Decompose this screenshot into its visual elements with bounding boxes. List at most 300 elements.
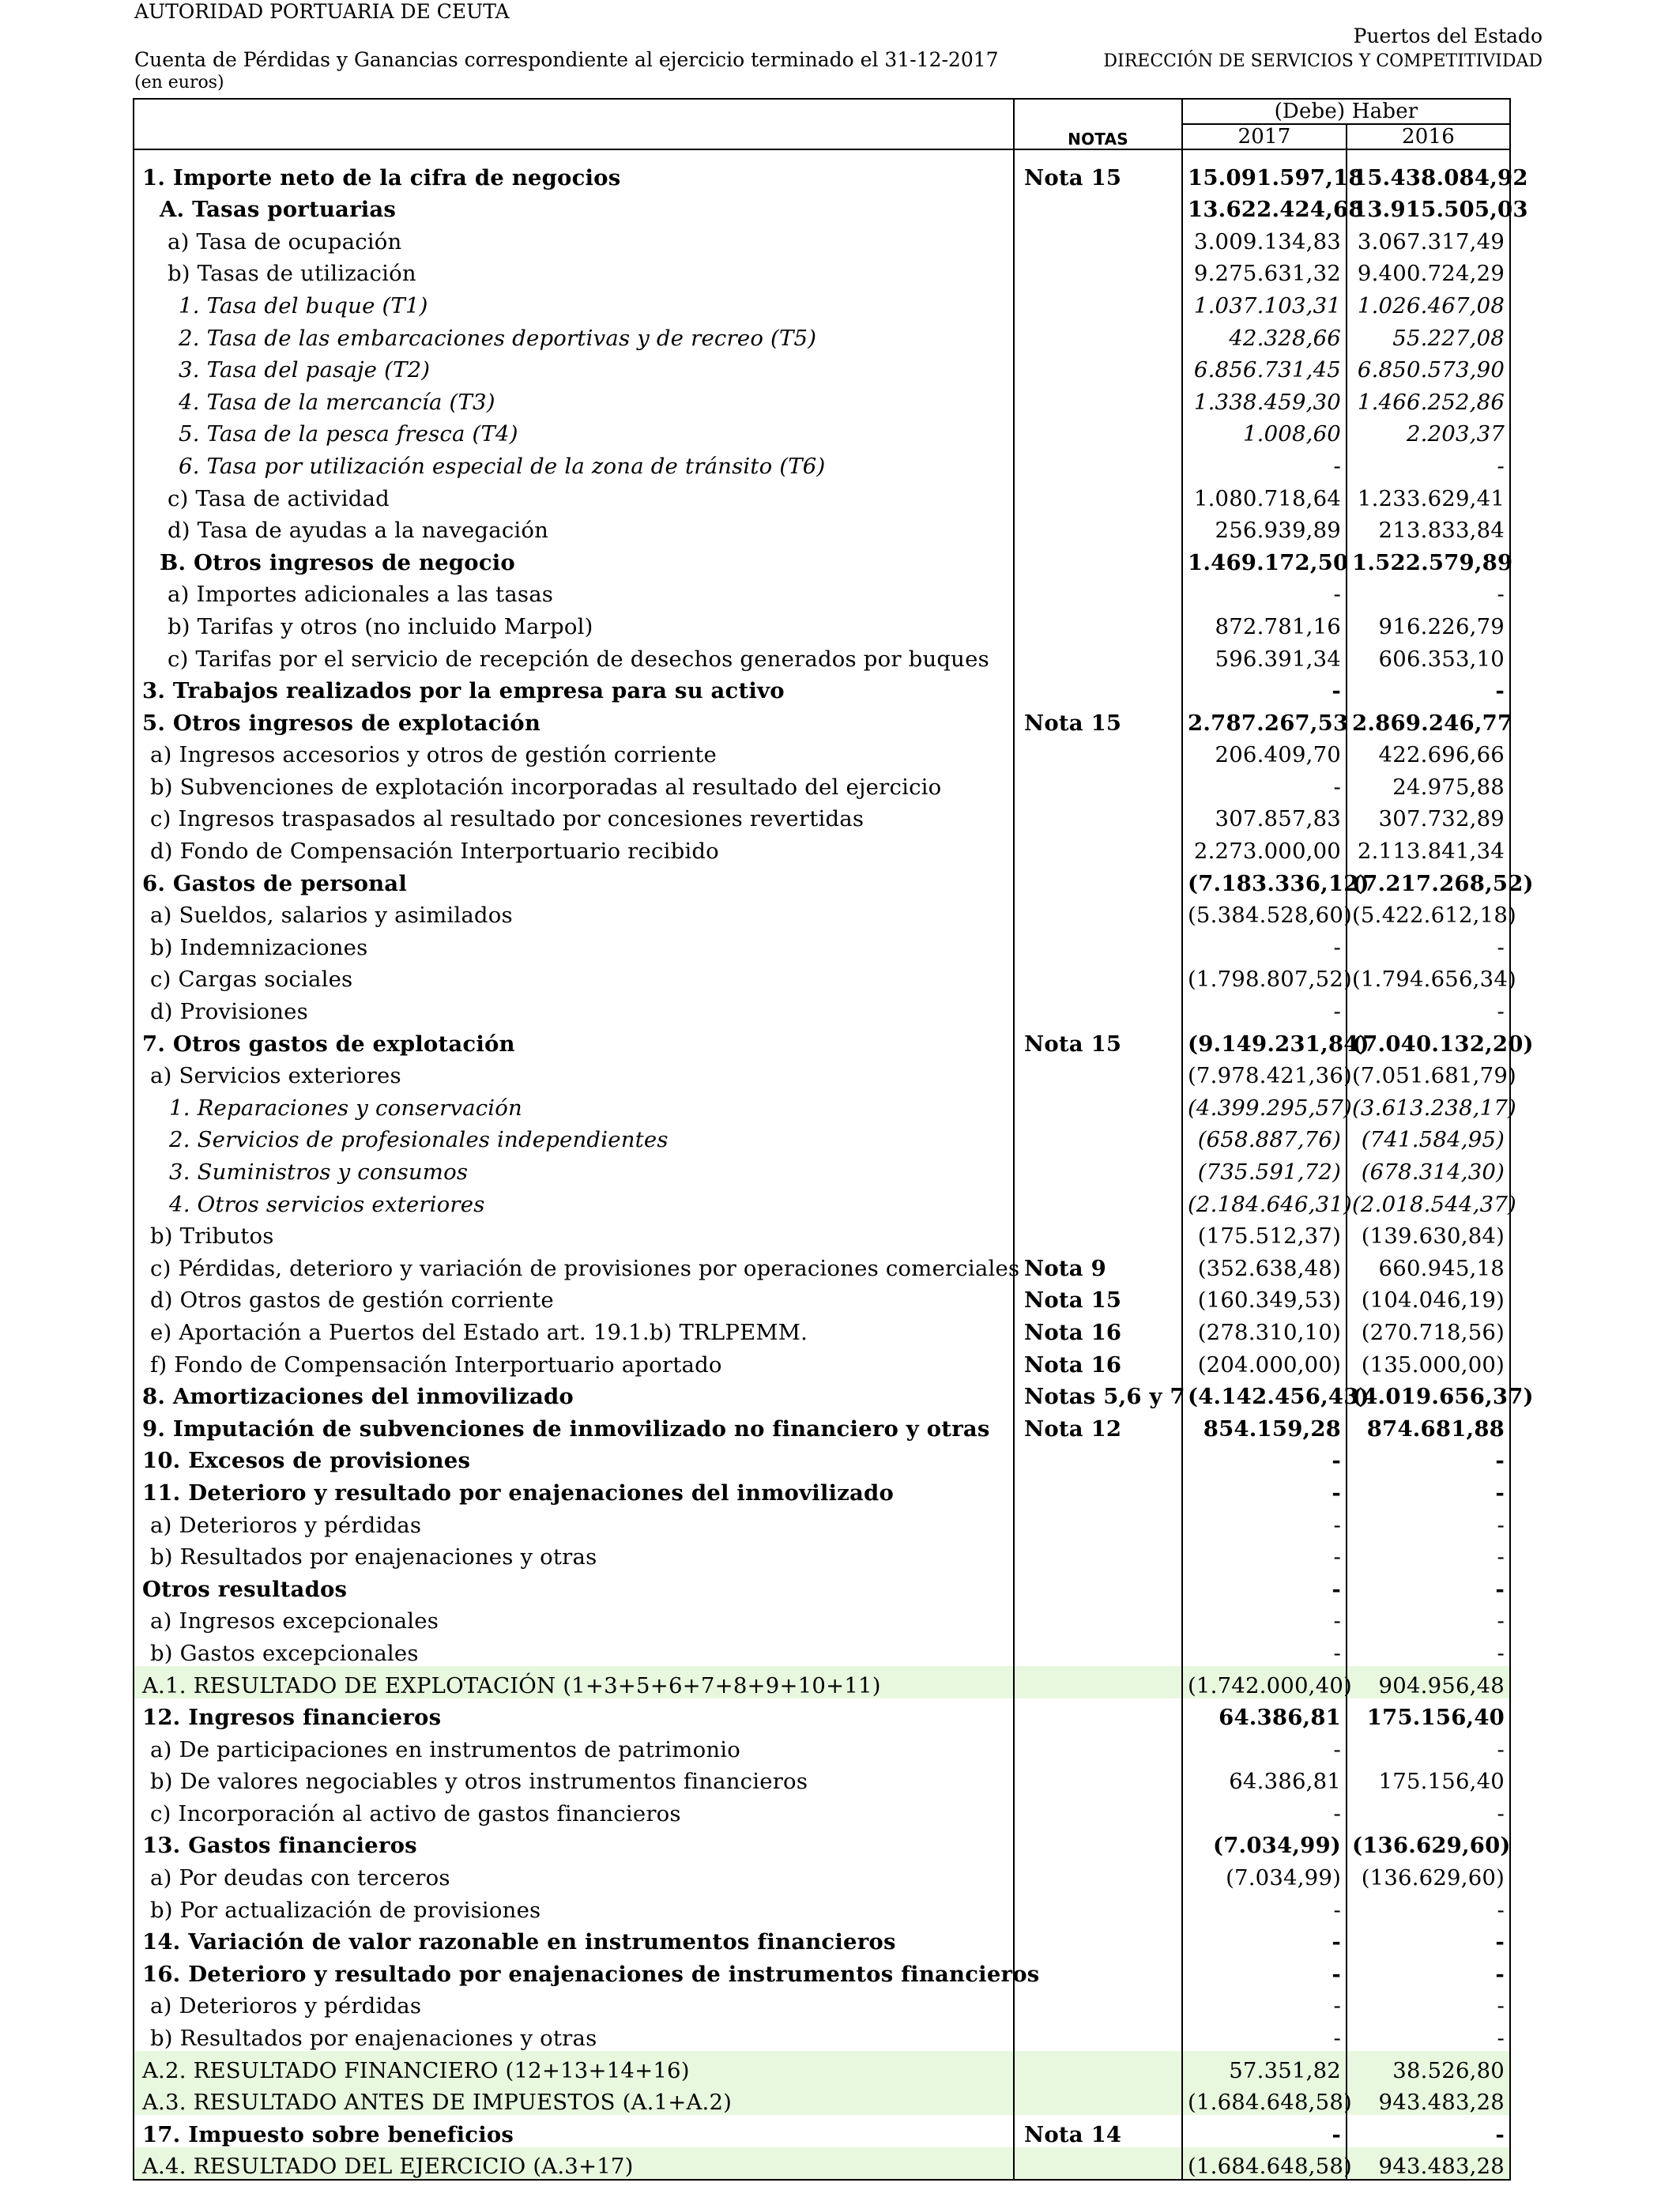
row-label: a) Sueldos, salarios y asimilados — [134, 896, 1014, 929]
row-label: 3. Tasa del pasaje (T2) — [134, 351, 1014, 383]
row-label: A.1. RESULTADO DE EXPLOTACIÓN (1+3+5+6+7+8+9+10+11) — [134, 1666, 1014, 1698]
row-nota — [1014, 1730, 1182, 1762]
row-label: b) Indemnizaciones — [134, 928, 1014, 960]
value-2017: 1.338.459,30 — [1182, 383, 1347, 415]
table-row — [134, 960, 1510, 993]
table-row — [134, 1987, 1510, 2019]
value-2017: - — [1182, 767, 1347, 800]
value-2016: - — [1347, 447, 1510, 479]
row-nota: Nota 12 — [1014, 1409, 1182, 1442]
row-label: 5. Tasa de la pesca fresca (T4) — [134, 415, 1014, 447]
row-nota — [1014, 1152, 1182, 1185]
table-row — [134, 383, 1510, 415]
value-2016: 175.156,40 — [1347, 1762, 1510, 1795]
row-label: 12. Ingresos financieros — [134, 1698, 1014, 1731]
table-row — [134, 1088, 1510, 1121]
row-label: d) Fondo de Compensación Interportuario recibido — [134, 831, 1014, 864]
value-2016: (104.046,19) — [1347, 1281, 1510, 1314]
value-2017: - — [1182, 1923, 1347, 1955]
result-row — [134, 2147, 1510, 2181]
value-2017: 256.939,89 — [1182, 511, 1347, 544]
value-2016: (136.629,60) — [1347, 1858, 1510, 1891]
row-label: b) Tasas de utilización — [134, 254, 1014, 287]
value-2017: (160.349,53) — [1182, 1281, 1347, 1314]
row-nota — [1014, 415, 1182, 447]
row-nota — [1014, 1217, 1182, 1250]
table-row — [134, 1121, 1510, 1153]
value-2016: (135.000,00) — [1347, 1345, 1510, 1378]
value-2017: (2.184.646,31) — [1182, 1185, 1347, 1217]
row-label: 1. Tasa del buque (T1) — [134, 286, 1014, 319]
statement-title: Cuenta de Pérdidas y Ganancias correspondiente al ejercicio terminado el 31-12-2017 — [134, 48, 999, 71]
row-label: d) Tasa de ayudas a la navegación — [134, 511, 1014, 544]
value-2017: 13.622.424,68 — [1182, 190, 1347, 223]
value-2017: 57.351,82 — [1182, 2051, 1347, 2083]
row-nota — [1014, 383, 1182, 415]
value-2016: (3.613.238,17) — [1347, 1088, 1510, 1121]
table-row — [134, 1185, 1510, 1217]
table-row — [134, 639, 1510, 672]
row-label: d) Provisiones — [134, 992, 1014, 1024]
table-row — [134, 2019, 1510, 2051]
row-label: 4. Otros servicios exteriores — [134, 1185, 1014, 1217]
value-2017: - — [1182, 1987, 1347, 2019]
value-2016: 307.732,89 — [1347, 800, 1510, 832]
row-label: f) Fondo de Compensación Interportuario aportado — [134, 1345, 1014, 1378]
header-blank-cell — [1182, 149, 1347, 158]
value-2017: - — [1182, 1442, 1347, 1474]
row-label: A.3. RESULTADO ANTES DE IMPUESTOS (A.1+A.2) — [134, 2083, 1014, 2116]
row-nota: Nota 15 — [1014, 1024, 1182, 1057]
value-2016: 6.850.573,90 — [1347, 351, 1510, 383]
row-nota — [1014, 1698, 1182, 1731]
table-row — [134, 1538, 1510, 1570]
table-row — [134, 992, 1510, 1024]
row-nota — [1014, 447, 1182, 479]
row-label: 14. Variación de valor razonable en instrumentos financieros — [134, 1923, 1014, 1955]
table-row — [134, 1955, 1510, 1987]
row-nota — [1014, 1891, 1182, 1923]
value-2017: 64.386,81 — [1182, 1698, 1347, 1731]
value-2016: 943.483,28 — [1347, 2147, 1510, 2181]
value-2017: 307.857,83 — [1182, 800, 1347, 832]
table-row — [134, 351, 1510, 383]
value-2016: - — [1347, 2019, 1510, 2051]
row-nota — [1014, 1057, 1182, 1089]
table-row — [134, 319, 1510, 351]
debe-haber-header: (Debe) Haber — [1182, 99, 1510, 124]
value-2017: (735.591,72) — [1182, 1152, 1347, 1185]
value-2017: 6.856.731,45 — [1182, 351, 1347, 383]
row-nota — [1014, 1666, 1182, 1698]
row-label: e) Aportación a Puertos del Estado art. 19.1.b) TRLPEMM. — [134, 1313, 1014, 1345]
table-row — [134, 1891, 1510, 1923]
table-row — [134, 1024, 1510, 1057]
year-current-header: 2017 — [1182, 124, 1347, 149]
row-label: 8. Amortizaciones del inmovilizado — [134, 1378, 1014, 1410]
table-row — [134, 190, 1510, 223]
row-nota — [1014, 254, 1182, 287]
table-row — [134, 1057, 1510, 1089]
row-nota — [1014, 1602, 1182, 1634]
table-row — [134, 1409, 1510, 1442]
statement-rows — [134, 158, 1534, 2180]
header-blank-cell — [1014, 149, 1182, 158]
table-row — [134, 575, 1510, 608]
row-label: A.4. RESULTADO DEL EJERCICIO (A.3+17) — [134, 2147, 1014, 2181]
value-2017: 1.008,60 — [1182, 415, 1347, 447]
units-note: (en euros) — [134, 73, 224, 92]
row-nota — [1014, 1762, 1182, 1795]
row-nota — [1014, 1442, 1182, 1474]
value-2016: 916.226,79 — [1347, 607, 1510, 639]
row-label: 17. Impuesto sobre beneficios — [134, 2115, 1014, 2147]
row-nota — [1014, 1858, 1182, 1891]
table-row — [134, 928, 1510, 960]
row-nota — [1014, 351, 1182, 383]
value-2016: 38.526,80 — [1347, 2051, 1510, 2083]
value-2016: - — [1347, 672, 1510, 704]
value-2016: - — [1347, 1442, 1510, 1474]
value-2017: 15.091.597,18 — [1182, 158, 1347, 190]
value-2017: (1.684.648,58) — [1182, 2083, 1347, 2116]
row-nota: Nota 9 — [1014, 1249, 1182, 1281]
value-2017: - — [1182, 575, 1347, 608]
row-label: 6. Gastos de personal — [134, 864, 1014, 896]
value-2016: 943.483,28 — [1347, 2083, 1510, 2116]
table-row — [134, 1762, 1510, 1795]
value-2016: - — [1347, 1923, 1510, 1955]
table-row — [134, 479, 1510, 511]
value-2017: (175.512,37) — [1182, 1217, 1347, 1250]
table-row — [134, 1506, 1510, 1538]
table-row — [134, 896, 1510, 929]
value-2016: 15.438.084,92 — [1347, 158, 1510, 190]
value-2016: 1.026.467,08 — [1347, 286, 1510, 319]
row-label: c) Pérdidas, deterioro y variación de provisiones por operaciones comerciales — [134, 1249, 1014, 1281]
value-2017: - — [1182, 447, 1347, 479]
table-row — [134, 1345, 1510, 1378]
table-row — [134, 1730, 1510, 1762]
value-2016: (7.217.268,52) — [1347, 864, 1510, 896]
row-label: 7. Otros gastos de explotación — [134, 1024, 1014, 1057]
table-row — [134, 415, 1510, 447]
row-nota — [1014, 1987, 1182, 2019]
value-2016: (4.019.656,37) — [1347, 1378, 1510, 1410]
table-row — [134, 543, 1510, 575]
organization-name: Puertos del Estado — [1353, 25, 1543, 47]
value-2016: - — [1347, 1570, 1510, 1602]
value-2017: (4.142.456,43) — [1182, 1378, 1347, 1410]
row-nota — [1014, 672, 1182, 704]
row-label: 4. Tasa de la mercancía (T3) — [134, 383, 1014, 415]
value-2016: - — [1347, 1506, 1510, 1538]
row-label: b) Tarifas y otros (no incluido Marpol) — [134, 607, 1014, 639]
value-2016: 660.945,18 — [1347, 1249, 1510, 1281]
value-2016: 3.067.317,49 — [1347, 222, 1510, 254]
value-2016: (139.630,84) — [1347, 1217, 1510, 1250]
value-2016: - — [1347, 928, 1510, 960]
row-nota — [1014, 736, 1182, 768]
value-2016: - — [1347, 1730, 1510, 1762]
table-row — [134, 800, 1510, 832]
value-2017: - — [1182, 1634, 1347, 1666]
value-2017: (1.798.807,52) — [1182, 960, 1347, 993]
table-row — [134, 1602, 1510, 1634]
value-2017: (7.034,99) — [1182, 1858, 1347, 1891]
value-2016: 9.400.724,29 — [1347, 254, 1510, 287]
row-label: c) Tasa de actividad — [134, 479, 1014, 511]
value-2017: 1.080.718,64 — [1182, 479, 1347, 511]
row-label: b) Por actualización de provisiones — [134, 1891, 1014, 1923]
row-nota — [1014, 190, 1182, 223]
row-nota: Notas 5,6 y 7 — [1014, 1378, 1182, 1410]
value-2017: 3.009.134,83 — [1182, 222, 1347, 254]
row-label: a) Tasa de ocupación — [134, 222, 1014, 254]
entity-name: AUTORIDAD PORTUARIA DE CEUTA — [134, 0, 510, 23]
value-2016: - — [1347, 992, 1510, 1024]
row-nota — [1014, 1506, 1182, 1538]
value-2016: - — [1347, 1602, 1510, 1634]
value-2016: 606.353,10 — [1347, 639, 1510, 672]
value-2017: (278.310,10) — [1182, 1313, 1347, 1345]
row-nota — [1014, 928, 1182, 960]
table-row — [134, 607, 1510, 639]
row-nota — [1014, 767, 1182, 800]
row-nota — [1014, 864, 1182, 896]
value-2016: (678.314,30) — [1347, 1152, 1510, 1185]
value-2017: (204.000,00) — [1182, 1345, 1347, 1378]
row-label: c) Tarifas por el servicio de recepción de desechos generados por buques — [134, 639, 1014, 672]
value-2016: 2.203,37 — [1347, 415, 1510, 447]
row-nota — [1014, 511, 1182, 544]
row-label: b) Tributos — [134, 1217, 1014, 1250]
table-row — [134, 511, 1510, 544]
row-label: 16. Deterioro y resultado por enajenaciones de instrumentos financieros — [134, 1955, 1014, 1987]
row-nota — [1014, 1121, 1182, 1153]
row-nota — [1014, 543, 1182, 575]
income-statement-table — [133, 98, 1534, 2181]
value-2017: 872.781,16 — [1182, 607, 1347, 639]
row-nota — [1014, 896, 1182, 929]
value-2017: (7.978.421,36) — [1182, 1057, 1347, 1089]
value-2016: 55.227,08 — [1347, 319, 1510, 351]
value-2017: 854.159,28 — [1182, 1409, 1347, 1442]
table-row — [134, 2115, 1510, 2147]
table-row — [134, 286, 1510, 319]
value-2017: - — [1182, 672, 1347, 704]
value-2017: - — [1182, 2019, 1347, 2051]
value-2016: 24.975,88 — [1347, 767, 1510, 800]
value-2016: - — [1347, 1955, 1510, 1987]
row-label: 13. Gastos financieros — [134, 1826, 1014, 1859]
table-row — [134, 254, 1510, 287]
value-2017: - — [1182, 992, 1347, 1024]
notes-column-header: NOTAS — [1014, 99, 1182, 149]
result-row — [134, 1666, 1510, 1698]
value-2016: 1.522.579,89 — [1347, 543, 1510, 575]
value-2017: 206.409,70 — [1182, 736, 1347, 768]
row-nota: Nota 16 — [1014, 1313, 1182, 1345]
value-2017: 1.037.103,31 — [1182, 286, 1347, 319]
table-row — [134, 864, 1510, 896]
header-blank-cell — [134, 149, 1014, 158]
table-row — [134, 1794, 1510, 1826]
row-nota — [1014, 1088, 1182, 1121]
row-label: A.2. RESULTADO FINANCIERO (12+13+14+16) — [134, 2051, 1014, 2083]
row-label: a) Servicios exteriores — [134, 1057, 1014, 1089]
row-nota — [1014, 286, 1182, 319]
row-nota — [1014, 2083, 1182, 2116]
value-2017: (5.384.528,60) — [1182, 896, 1347, 929]
value-2016: 2.113.841,34 — [1347, 831, 1510, 864]
year-previous-header: 2016 — [1347, 124, 1510, 149]
value-2017: (1.742.000,40) — [1182, 1666, 1347, 1698]
row-label: 3. Suministros y consumos — [134, 1152, 1014, 1185]
table-row — [134, 672, 1510, 704]
value-2016: - — [1347, 575, 1510, 608]
value-2017: - — [1182, 1506, 1347, 1538]
table-row — [134, 736, 1510, 768]
row-label: a) De participaciones en instrumentos de patrimonio — [134, 1730, 1014, 1762]
table-row — [134, 831, 1510, 864]
value-2016: (7.040.132,20) — [1347, 1024, 1510, 1057]
row-nota — [1014, 1794, 1182, 1826]
value-2017: - — [1182, 1602, 1347, 1634]
row-label: c) Ingresos traspasados al resultado por concesiones revertidas — [134, 800, 1014, 832]
row-label: c) Cargas sociales — [134, 960, 1014, 993]
row-nota: Nota 14 — [1014, 2115, 1182, 2147]
row-label: a) Importes adicionales a las tasas — [134, 575, 1014, 608]
row-label: 11. Deterioro y resultado por enajenaciones del inmovilizado — [134, 1473, 1014, 1506]
row-label: c) Incorporación al activo de gastos financieros — [134, 1794, 1014, 1826]
table-row — [134, 1473, 1510, 1506]
table-row — [134, 1281, 1510, 1314]
row-label: b) Resultados por enajenaciones y otras — [134, 2019, 1014, 2051]
row-label: 2. Tasa de las embarcaciones deportivas y de recreo (T5) — [134, 319, 1014, 351]
table-row — [134, 1249, 1510, 1281]
value-2017: - — [1182, 928, 1347, 960]
value-2016: 2.869.246,77 — [1347, 703, 1510, 736]
value-2016: (7.051.681,79) — [1347, 1057, 1510, 1089]
row-nota — [1014, 575, 1182, 608]
table-row — [134, 1313, 1510, 1345]
row-label: b) Gastos excepcionales — [134, 1634, 1014, 1666]
row-nota: Nota 15 — [1014, 703, 1182, 736]
row-nota — [1014, 2019, 1182, 2051]
header-blank-cell — [134, 124, 1014, 149]
table-row — [134, 1442, 1510, 1474]
value-2016: 874.681,88 — [1347, 1409, 1510, 1442]
value-2017: 64.386,81 — [1182, 1762, 1347, 1795]
row-label: 3. Trabajos realizados por la empresa para su activo — [134, 672, 1014, 704]
value-2017: 1.469.172,50 — [1182, 543, 1347, 575]
row-label: 1. Reparaciones y conservación — [134, 1088, 1014, 1121]
result-row — [134, 2051, 1510, 2083]
row-nota — [1014, 1473, 1182, 1506]
table-row — [134, 767, 1510, 800]
table-row — [134, 1570, 1510, 1602]
row-nota: Nota 15 — [1014, 158, 1182, 190]
value-2016: (741.584,95) — [1347, 1121, 1510, 1153]
row-nota — [1014, 1634, 1182, 1666]
table-row — [134, 447, 1510, 479]
table-row — [134, 1826, 1510, 1859]
value-2016: - — [1347, 1634, 1510, 1666]
value-2017: (1.684.648,58) — [1182, 2147, 1347, 2181]
row-nota: Nota 15 — [1014, 1281, 1182, 1314]
value-2017: (7.183.336,12) — [1182, 864, 1347, 896]
header-blank-cell — [1347, 149, 1510, 158]
row-label: Otros resultados — [134, 1570, 1014, 1602]
table-row — [134, 1698, 1510, 1731]
row-nota — [1014, 2147, 1182, 2181]
value-2016: - — [1347, 1538, 1510, 1570]
row-nota — [1014, 800, 1182, 832]
row-label: a) Ingresos excepcionales — [134, 1602, 1014, 1634]
row-label: 1. Importe neto de la cifra de negocios — [134, 158, 1014, 190]
header-blank-cell — [134, 99, 1014, 124]
row-label: a) Deterioros y pérdidas — [134, 1506, 1014, 1538]
row-nota — [1014, 1185, 1182, 1217]
value-2017: (658.887,76) — [1182, 1121, 1347, 1153]
row-label: b) Resultados por enajenaciones y otras — [134, 1538, 1014, 1570]
value-2017: 2.787.267,53 — [1182, 703, 1347, 736]
table-row — [134, 1378, 1510, 1410]
value-2017: - — [1182, 1538, 1347, 1570]
row-nota — [1014, 992, 1182, 1024]
value-2016: 213.833,84 — [1347, 511, 1510, 544]
row-label: 9. Imputación de subvenciones de inmovilizado no financiero y otras — [134, 1409, 1014, 1442]
row-nota — [1014, 607, 1182, 639]
table-row — [134, 1923, 1510, 1955]
row-nota — [1014, 2051, 1182, 2083]
value-2016: (2.018.544,37) — [1347, 1185, 1510, 1217]
value-2017: - — [1182, 1794, 1347, 1826]
row-nota — [1014, 222, 1182, 254]
table-row — [134, 703, 1510, 736]
value-2017: 2.273.000,00 — [1182, 831, 1347, 864]
table-row — [134, 158, 1510, 190]
row-nota — [1014, 1826, 1182, 1859]
row-label: a) Por deudas con terceros — [134, 1858, 1014, 1891]
row-label: A. Tasas portuarias — [134, 190, 1014, 223]
value-2016: 1.466.252,86 — [1347, 383, 1510, 415]
table-row — [134, 1858, 1510, 1891]
value-2017: - — [1182, 1570, 1347, 1602]
value-2016: (1.794.656,34) — [1347, 960, 1510, 993]
row-label: B. Otros ingresos de negocio — [134, 543, 1014, 575]
value-2017: (352.638,48) — [1182, 1249, 1347, 1281]
value-2017: 42.328,66 — [1182, 319, 1347, 351]
row-nota — [1014, 639, 1182, 672]
value-2017: - — [1182, 1891, 1347, 1923]
table-row — [134, 1634, 1510, 1666]
row-label: 2. Servicios de profesionales independientes — [134, 1121, 1014, 1153]
value-2016: 175.156,40 — [1347, 1698, 1510, 1731]
value-2016: 422.696,66 — [1347, 736, 1510, 768]
row-label: 6. Tasa por utilización especial de la zona de tránsito (T6) — [134, 447, 1014, 479]
row-label: b) Subvenciones de explotación incorporadas al resultado del ejercicio — [134, 767, 1014, 800]
row-nota — [1014, 479, 1182, 511]
table-row — [134, 1152, 1510, 1185]
result-row — [134, 2083, 1510, 2116]
table-row — [134, 1217, 1510, 1250]
value-2016: (136.629,60) — [1347, 1826, 1510, 1859]
row-label: b) De valores negociables y otros instrumentos financieros — [134, 1762, 1014, 1795]
value-2016: (270.718,56) — [1347, 1313, 1510, 1345]
row-nota — [1014, 1538, 1182, 1570]
